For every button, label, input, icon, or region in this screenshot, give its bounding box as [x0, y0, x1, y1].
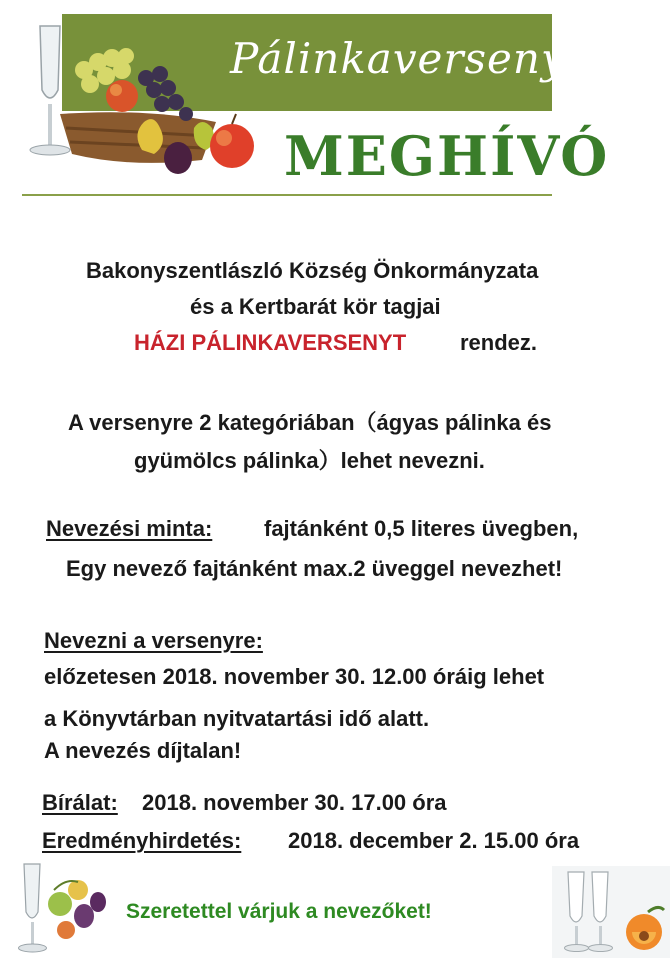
- categories-line-1: A versenyre 2 kategóriában（ágyas pálinka és: [68, 410, 552, 435]
- entry-location-line: a Könyvtárban nyitvatartási idő alatt.: [44, 706, 430, 731]
- fruit-basket-illustration: [26, 18, 266, 188]
- event-verb: rendez.: [460, 330, 538, 355]
- glasses-apricot-illustration: [552, 866, 670, 958]
- judging-date: 2018. november 30. 17.00 óra: [142, 790, 447, 815]
- header-title: Pálinkaverseny: [230, 34, 566, 83]
- results-label: Eredményhirdetés:: [42, 828, 242, 853]
- fruit-glass-illustration: [6, 860, 118, 956]
- header-divider: [22, 194, 552, 196]
- event-name-highlight: HÁZI PÁLINKAVERSENYT: [134, 330, 407, 355]
- sample-limit-line: Egy nevező fajtánként max.2 üveggel nevezhet!: [66, 556, 563, 581]
- sample-text: fajtánként 0,5 literes üvegben,: [264, 516, 579, 541]
- entry-fee-line: A nevezés díjtalan!: [44, 738, 242, 763]
- sample-label: Nevezési minta:: [46, 516, 213, 541]
- entry-deadline-line: előzetesen 2018. november 30. 12.00 óráig lehet: [44, 664, 545, 689]
- organizer-line: Bakonyszentlászló Község Önkormányzata: [86, 258, 539, 283]
- co-organizer-line: és a Kertbarát kör tagjai: [190, 294, 441, 319]
- invitation-heading: MEGHÍVÓ: [284, 124, 610, 188]
- categories-line-2: gyümölcs pálinka）lehet nevezni.: [134, 448, 485, 473]
- entry-heading: Nevezni a versenyre:: [44, 628, 263, 653]
- judging-label: Bírálat:: [42, 790, 118, 815]
- closing-message: Szeretettel várjuk a nevezőket!: [126, 900, 432, 923]
- results-date: 2018. december 2. 15.00 óra: [288, 828, 580, 853]
